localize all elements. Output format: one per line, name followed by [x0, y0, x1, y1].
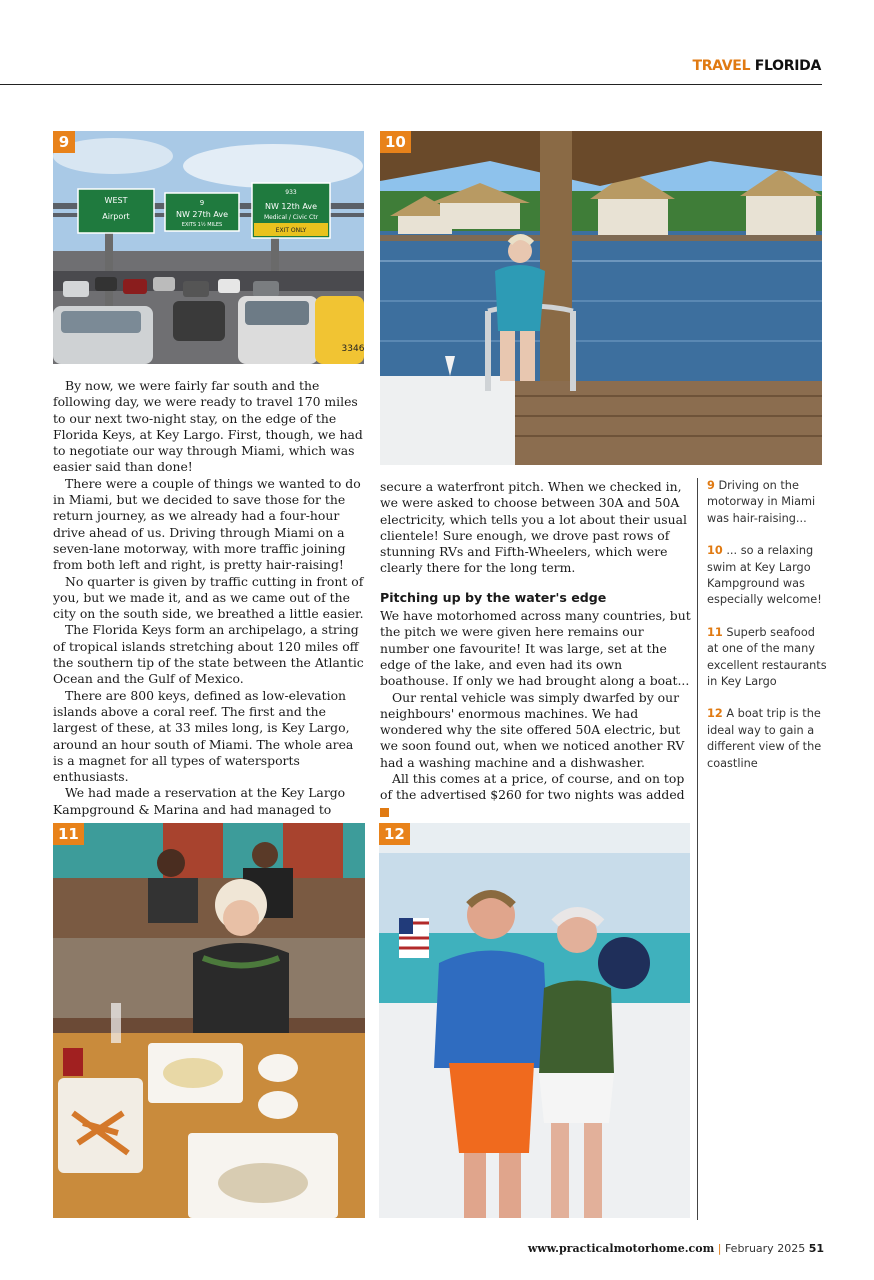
caption-divider	[697, 478, 698, 1220]
footer-separator: |	[717, 1242, 722, 1255]
svg-text:Medical / Civic Ctr: Medical / Civic Ctr	[263, 214, 319, 221]
restaurant-illustration	[53, 823, 365, 1218]
boat-illustration	[379, 823, 690, 1218]
photo-number-badge: 10	[380, 131, 411, 153]
continues-arrow-icon: ▸	[380, 808, 389, 817]
photo-boat-trip	[379, 823, 690, 1218]
footer-url: www.practicalmotorhome.com	[527, 1242, 715, 1255]
caption-column	[707, 478, 827, 788]
photo-number-badge: 12	[379, 823, 410, 845]
paragraph: By now, we were fairly far south and the following day, we were ready to travel 170 miles to our next two-night stay, on the edge of the Florida Keys, at Key Largo. First, though, we had to negotiate our way through Miami, which was easier said than done!	[53, 378, 363, 475]
paragraph: secure a waterfront pitch. When we checked in, we were asked to choose between 30A and 50A electricity, which tells you a lot about their usual clientele! Sure enough, we drove past rows of stunning RVs and Fifth-Wheelers, which were clearly there for the long term.	[380, 479, 687, 576]
caption-9: 9 Driving on the motorway in Miami was hair-raising...	[707, 479, 816, 525]
paragraph: Our rental vehicle was simply dwarfed by our neighbours' enormous machines. We had wondered why the site offered 50A electric, but we soon found out, when we noticed another RV had a washing machine and a dishwasher.	[380, 689, 685, 770]
svg-text:NW 27th Ave: NW 27th Ave	[175, 210, 229, 219]
paragraph: There are 800 keys, defined as low-elevation islands above a coral reef. The first and the largest of these, at 33 miles long, is Key Largo, around an hour south of Miami. The whole area is a magnet for all types of watersports enthusiasts.	[53, 687, 354, 785]
paragraph: There were a couple of things we wanted to do in Miami, but we decided to save those for the return journey, as we already had a four-hour drive ahead of us. Driving through Miami on a seven-lane motorway, with more traffic joining from both left and right, is pretty hair-raising!	[53, 475, 361, 573]
section-label: TRAVEL	[692, 58, 751, 74]
svg-text:9: 9	[199, 199, 205, 207]
motorway-illustration	[53, 131, 364, 364]
photo-motorway	[53, 131, 364, 364]
svg-text:3346: 3346	[341, 344, 364, 354]
subheading: Pitching up by the water's edge	[380, 589, 607, 605]
paragraph: All this comes at a price, of course, and on top of the advertised $260 for two nights was added ▸	[380, 771, 685, 817]
paragraph: We have motorhomed across many countries, but the pitch we were given here remains our number one favourite! It was large, set at the edge of the lake, and even had its own boathouse. If only we had brought along a boat...	[380, 608, 691, 689]
topic-label: FLORIDA	[754, 58, 821, 74]
page-number: 51	[808, 1242, 824, 1255]
article-column-1	[53, 378, 364, 818]
svg-text:Airport: Airport	[102, 212, 130, 221]
header-rule	[0, 84, 822, 85]
svg-text:EXIT ONLY: EXIT ONLY	[275, 227, 307, 234]
caption-12: 12 A boat trip is the ideal way to gain a different view of the coastline	[707, 707, 822, 770]
photo-waterfront	[380, 131, 822, 465]
paragraph: The Florida Keys form an archipelago, a string of tropical islands stretching about 120 miles off the southern tip of the state between the Atlantic Ocean and the Gulf of Mexico.	[53, 622, 364, 687]
article-column-2	[380, 479, 692, 820]
paragraph: No quarter is given by traffic cutting in front of you, but we made it, and as we came out of the city on the south side, we breathed a little easier.	[53, 573, 364, 622]
photo-number-badge: 11	[53, 823, 84, 845]
paragraph: We had made a reservation at the Key Largo Kampground & Marina and had managed to	[53, 785, 346, 817]
svg-text:WEST: WEST	[104, 196, 128, 205]
footer-date: February 2025	[724, 1242, 806, 1255]
page-footer	[528, 1242, 824, 1255]
photo-restaurant	[53, 823, 365, 1218]
svg-text:NW 12th Ave: NW 12th Ave	[264, 202, 318, 211]
waterfront-illustration	[380, 131, 822, 465]
svg-text:EXITS 1½ MILES: EXITS 1½ MILES	[181, 222, 223, 228]
svg-text:933: 933	[285, 189, 297, 196]
caption-11: 11 Superb seafood at one of the many excellent restaurants in Key Largo	[707, 625, 827, 689]
section-header	[692, 58, 821, 74]
caption-10: 10 ... so a relaxing swim at Key Largo Kampground was especially welcome!	[707, 544, 822, 607]
photo-number-badge: 9	[53, 131, 75, 153]
